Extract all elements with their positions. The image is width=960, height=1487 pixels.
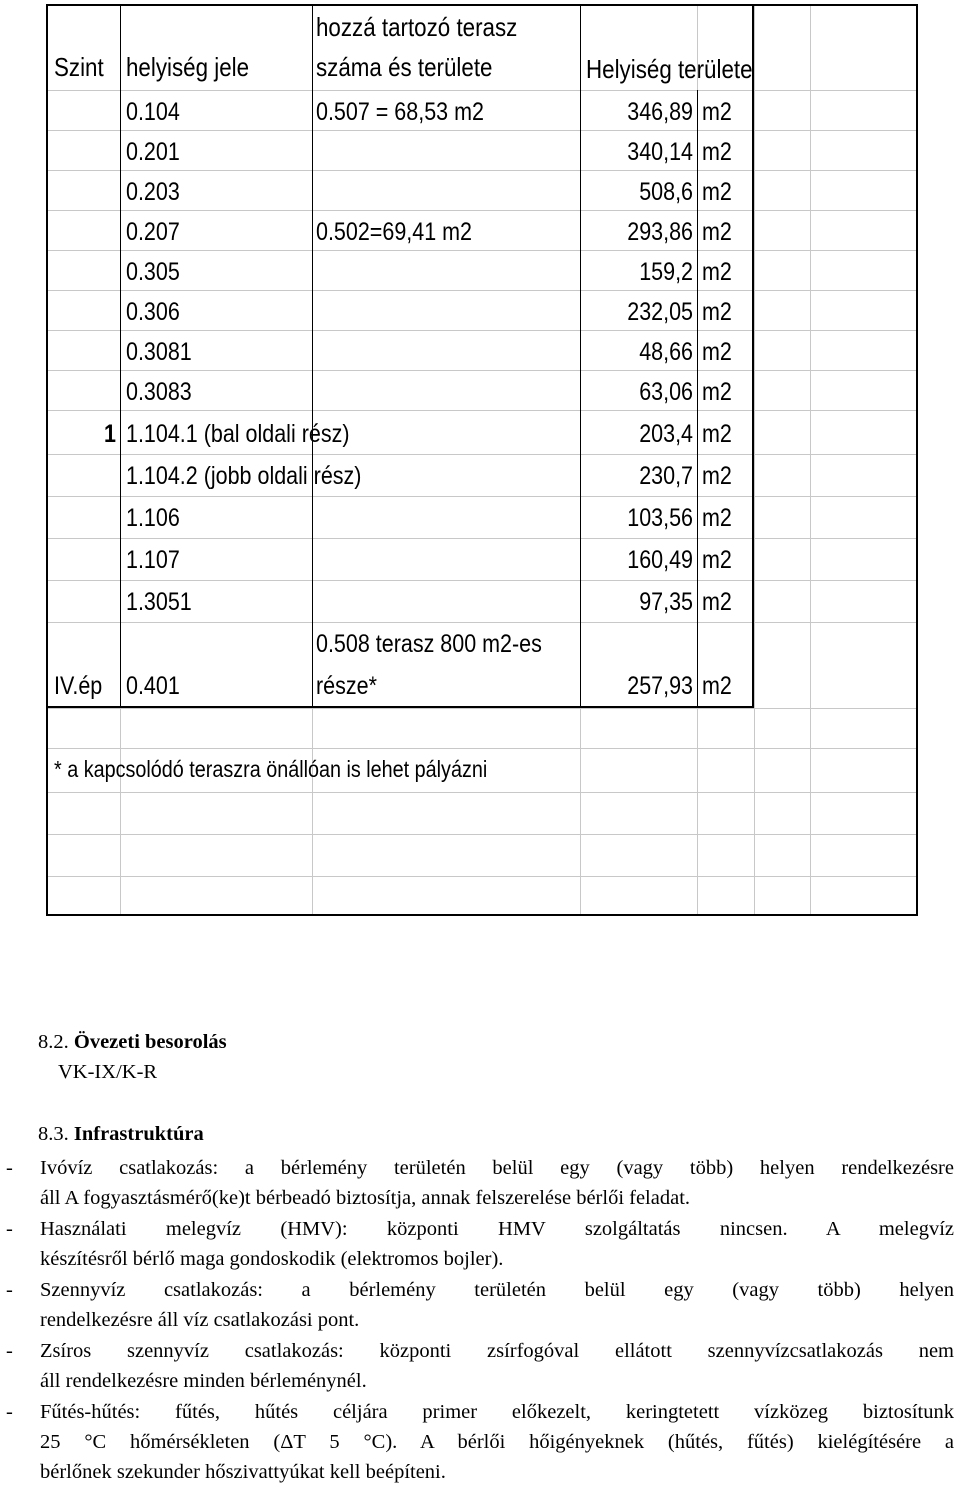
room-id-cell: 1.104.2 (jobb oldali rész) xyxy=(126,462,362,490)
table-footnote: * a kapcsolódó teraszra önállóan is lehet pályázni xyxy=(54,756,488,782)
area-cell: 97,35 xyxy=(639,588,693,616)
grid-row-line xyxy=(48,834,916,835)
room-id-cell: 1.3051 xyxy=(126,588,192,616)
column-separator xyxy=(120,6,121,708)
bullet-text-line: bérlőnek szekunder hőszivattyúkat kell beépíteni. xyxy=(40,1461,446,1483)
area-cell: 257,93 xyxy=(627,672,693,700)
section-8-3-heading xyxy=(38,1123,204,1146)
zoning-value: VK-IX/K-R xyxy=(58,1061,158,1083)
unit-cell: m2 xyxy=(702,258,732,286)
unit-cell: m2 xyxy=(702,98,732,126)
bullet-text-line: Zsíros szennyvíz csatlakozás: központi zsírfogóval ellátott szennyvízcsatlakozás nem xyxy=(40,1340,954,1362)
bullet-text-line: Szennyvíz csatlakozás: a bérlemény területén belül egy (vagy több) helyen xyxy=(40,1279,954,1301)
unit-cell: m2 xyxy=(702,546,732,574)
bullet-text-line: 25 °C hőmérsékleten (ΔT 5 °C). A bérlői hőigényeknek (hűtés, fűtés) kielégítésére a xyxy=(40,1431,954,1453)
unit-cell: m2 xyxy=(702,378,732,406)
unit-cell: m2 xyxy=(702,672,732,700)
bullet-text-line: áll A fogyasztásmérő(ke)t bérbeadó biztosítja, annak felszerelése bérlői feladat. xyxy=(40,1187,691,1209)
room-id-cell: 0.305 xyxy=(126,258,180,286)
terrace-cell: 0.507 = 68,53 m2 xyxy=(316,98,484,126)
bullet-dash: - xyxy=(6,1218,13,1240)
bullet-dash: - xyxy=(6,1401,13,1423)
terrace-cell-line2: része* xyxy=(316,672,377,700)
grid-row-line xyxy=(48,876,916,877)
area-cell: 293,86 xyxy=(627,218,693,246)
room-id-cell: 1.104.1 (bal oldali rész) xyxy=(126,420,350,448)
unit-cell: m2 xyxy=(702,138,732,166)
level-cell: IV.ép xyxy=(54,672,103,700)
section-number: 8.2. xyxy=(38,1031,69,1053)
grid-column-line xyxy=(754,6,755,914)
unit-cell: m2 xyxy=(702,298,732,326)
unit-cell: m2 xyxy=(702,504,732,532)
column-separator xyxy=(697,90,698,708)
unit-cell: m2 xyxy=(702,462,732,490)
unit-cell: m2 xyxy=(702,218,732,246)
section-title: Infrastruktúra xyxy=(73,1123,204,1145)
area-cell: 346,89 xyxy=(627,98,693,126)
room-id-cell: 0.203 xyxy=(126,178,180,206)
bullet-text-line: áll rendelkezésre minden bérleménynél. xyxy=(40,1370,367,1392)
header-terrace-line2: száma és területe xyxy=(316,52,493,82)
unit-cell: m2 xyxy=(702,588,732,616)
terrace-cell-line1: 0.508 terasz 800 m2-es xyxy=(316,630,542,658)
unit-cell: m2 xyxy=(702,178,732,206)
bullet-dash: - xyxy=(6,1279,13,1301)
section-title: Övezeti besorolás xyxy=(73,1031,227,1053)
area-cell: 203,4 xyxy=(639,420,693,448)
spreadsheet-area xyxy=(46,4,918,916)
header-terrace-line1: hozzá tartozó terasz xyxy=(316,12,518,42)
section-8-2-heading xyxy=(38,1031,227,1054)
header-level: Szint xyxy=(54,52,104,82)
bullet-text-line: Használati melegvíz (HMV): központi HMV szolgáltatás nincsen. A melegvíz xyxy=(40,1218,954,1240)
unit-cell: m2 xyxy=(702,338,732,366)
room-id-cell: 0.207 xyxy=(126,218,180,246)
room-id-cell: 1.107 xyxy=(126,546,180,574)
section-number: 8.3. xyxy=(38,1123,69,1145)
bullet-dash: - xyxy=(6,1340,13,1362)
room-id-cell: 0.306 xyxy=(126,298,180,326)
bullet-text-line: Fűtés-hűtés: fűtés, hűtés céljára primer előkezelt, keringtetett vízközeg biztosítunk xyxy=(40,1401,954,1423)
column-separator xyxy=(580,6,581,708)
area-cell: 159,2 xyxy=(639,258,693,286)
bullet-text-line: rendelkezésre áll víz csatlakozási pont. xyxy=(40,1309,360,1331)
grid-row-line xyxy=(48,708,916,709)
terrace-cell: 0.502=69,41 m2 xyxy=(316,218,473,246)
room-id-cell: 0.3083 xyxy=(126,378,192,406)
area-cell: 232,05 xyxy=(627,298,693,326)
area-cell: 103,56 xyxy=(627,504,693,532)
header-area: Helyiség területe xyxy=(586,54,753,84)
area-cell: 508,6 xyxy=(639,178,693,206)
room-id-cell: 1.106 xyxy=(126,504,180,532)
room-id-cell: 0.201 xyxy=(126,138,180,166)
room-id-cell: 0.401 xyxy=(126,672,180,700)
area-cell: 230,7 xyxy=(639,462,693,490)
column-separator xyxy=(312,6,313,708)
grid-row-line xyxy=(48,748,916,749)
room-id-cell: 0.3081 xyxy=(126,338,192,366)
area-cell: 63,06 xyxy=(639,378,693,406)
bullet-text-line: Ivóvíz csatlakozás: a bérlemény területén belül egy (vagy több) helyen rendelkezésre xyxy=(40,1157,954,1179)
bullet-dash: - xyxy=(6,1157,13,1179)
level-cell: 1 xyxy=(104,420,116,448)
area-cell: 160,49 xyxy=(627,546,693,574)
grid-row-line xyxy=(48,792,916,793)
room-id-cell: 0.104 xyxy=(126,98,180,126)
header-room-id: helyiség jele xyxy=(126,52,250,82)
grid-column-line xyxy=(810,6,811,914)
unit-cell: m2 xyxy=(702,420,732,448)
area-cell: 48,66 xyxy=(639,338,693,366)
bullet-text-line: készítésről bérlő maga gondoskodik (elektromos bojler). xyxy=(40,1248,504,1270)
area-cell: 340,14 xyxy=(627,138,693,166)
